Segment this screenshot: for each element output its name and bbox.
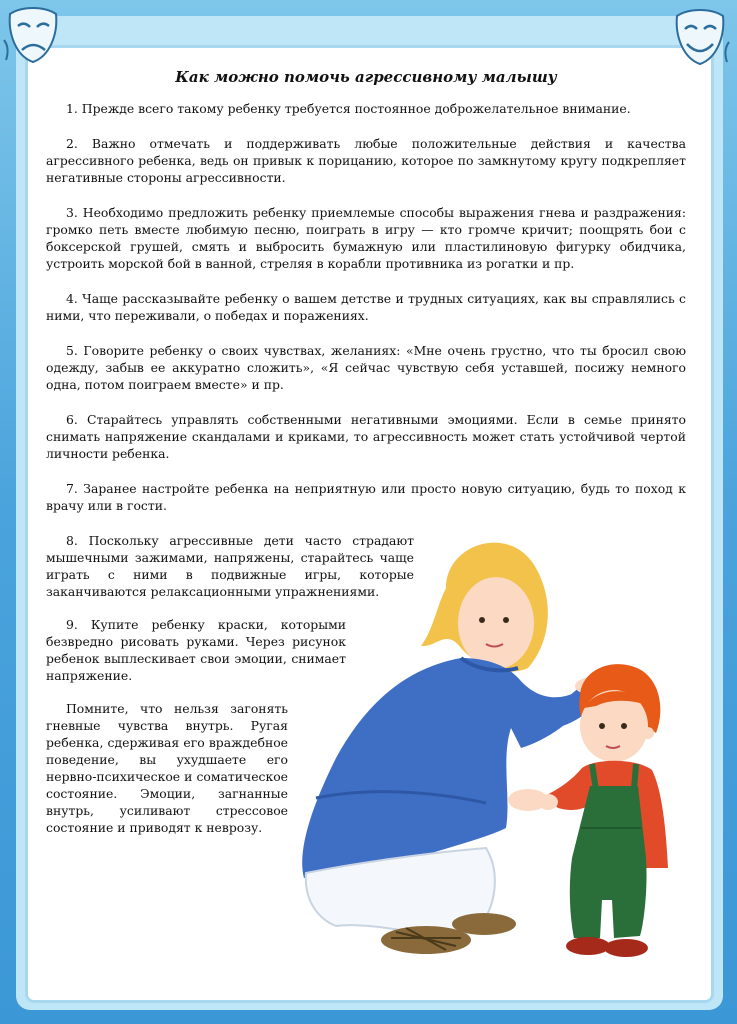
mother-and-child-illustration [296,528,686,978]
article-title: Как можно помочь агрессивному малышу [175,68,557,86]
paragraph-9: 9. Купите ребенку краски, которыми безвредно рисовать руками. Через рисунок ребенок выплескивает свои эмоции, снимает напряжение. [46,617,346,683]
paragraph-3: 3. Необходимо предложить ребенку приемлемые способы выражения гнева и раздражения: громко петь вместе любимую песню, поиграть в игру — кто громче кричит; поощрять бои с боксерской грушей, смять и выбросить бумажную или пластилиновую фигурку обидчика, устроить морской бой в ванной, стреляя в корабли противника из рогатки и пр. [46,205,686,271]
child-shoe [566,937,610,955]
paragraph-7: 7. Заранее настройте ребенка на неприятную или просто новую ситуацию, будь то поход к врачу или в гости. [46,481,686,513]
mother-sweater [302,658,590,878]
paragraph-1: 1. Прежде всего такому ребенку требуется постоянное доброжелательное внимание. [66,101,631,116]
paragraph-2: 2. Важно отмечать и поддерживать любые положительные действия и качества агрессивного ребенка, ведь он привык к порицанию, которое по замкнутому кругу подкрепляет негативные стороны агрессивности. [46,136,686,185]
child-overalls [570,786,647,938]
paragraph-5: 5. Говорите ребенку о своих чувствах, желаниях: «Мне очень грустно, что ты бросил свою одежду, забыв ее аккуратно сложить», «Я сейчас чувствую себя уставшей, посижу немного одна, потом поиграем вместе» и пр. [46,343,686,392]
paragraph-8: 8. Поскольку агрессивные дети часто страдают мышечными зажимами, напряжены, старайтесь чаще играть с ними в подвижные игры, которые заканчиваются релаксационными упражнениями. [46,533,414,599]
paragraph-6: 6. Старайтесь управлять собственными негативными эмоциями. Если в семье принято снимать напряжение скандалами и криками, то агрессивность может стать устойчивой чертой личности ребенка. [46,412,686,461]
paragraph-4: 4. Чаще рассказывайте ребенку о вашем детстве и трудных ситуациях, как вы справлялись с ними, что переживали, о победах и поражениях. [46,291,686,323]
mother-face [458,577,534,669]
theater-mask-sad-icon [0,0,70,70]
theater-mask-happy-icon [665,2,735,72]
closing-paragraph: Помните, что нельзя загонять гневные чувства внутрь. Ругая ребенка, сдерживая его враждебное поведение, вы ухудшаете его нервно-психическое и соматическое состояние. Эмоции, загнанные внутрь, усиливают стрессовое состояние и приводят к неврозу. [46,701,288,835]
